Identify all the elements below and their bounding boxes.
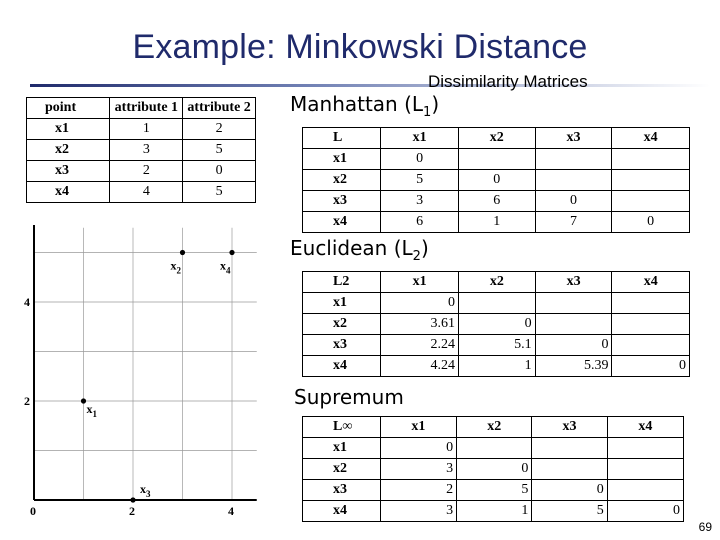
- table-cell: 0: [183, 161, 256, 182]
- matrix-cell: [607, 459, 683, 480]
- matrix-row: [303, 293, 690, 314]
- data-point-label: $x_4$: [220, 258, 231, 276]
- matrix-row: [303, 356, 690, 377]
- data-point: [130, 497, 135, 502]
- matrix-column-header: x4: [612, 272, 690, 293]
- matrix-cell: [535, 170, 612, 191]
- matrix-cell: 0: [381, 149, 459, 170]
- matrix-cell: [457, 438, 532, 459]
- manhattan-heading-text: Manhattan (L: [290, 92, 424, 116]
- supremum-heading: Supremum: [294, 385, 404, 409]
- table-cell: x2: [27, 140, 110, 161]
- matrix-cell: [535, 314, 612, 335]
- matrix-cell: [459, 293, 536, 314]
- matrix-cell: 3.61: [381, 314, 459, 335]
- x-tick-label: 4: [228, 504, 234, 518]
- matrix-cell: 1: [459, 356, 536, 377]
- table-cell: 1: [110, 119, 183, 140]
- matrix-row: [303, 459, 684, 480]
- matrix-row: [303, 501, 684, 522]
- matrix-row: [303, 480, 684, 501]
- matrix-column-header: x3: [535, 128, 612, 149]
- page-number: 69: [698, 520, 712, 534]
- table-cell: x1: [27, 119, 110, 140]
- matrix-cell: 0: [607, 501, 683, 522]
- matrix-cell: 0: [458, 170, 535, 191]
- matrix-cell: [458, 149, 535, 170]
- title-underline: [30, 84, 710, 87]
- matrix-row-label: x3: [303, 335, 381, 356]
- manhattan-matrix: [302, 127, 690, 233]
- matrix-cell: 0: [612, 212, 690, 233]
- matrix-cell: [612, 170, 690, 191]
- slide-subtitle: Dissimilarity Matrices: [428, 72, 588, 91]
- matrix-column-header: x4: [612, 128, 690, 149]
- table-cell: 2: [183, 119, 256, 140]
- matrix-header-row: [303, 272, 690, 293]
- table-row: [27, 140, 256, 161]
- plot-tick-labels: [24, 295, 234, 518]
- matrix-cell: [535, 293, 612, 314]
- euclidean-heading: [290, 236, 429, 264]
- matrix-cell: 1: [458, 212, 535, 233]
- matrix-column-header: x2: [457, 417, 532, 438]
- matrix-cell: 5.39: [535, 356, 612, 377]
- table-cell: x4: [27, 182, 110, 203]
- matrix-row-label: x3: [303, 480, 381, 501]
- data-point-label: $x_1$: [86, 402, 97, 419]
- matrix-cell: 4.24: [381, 356, 459, 377]
- matrix-row-label: x4: [303, 212, 381, 233]
- matrix-cell: 5: [532, 501, 607, 522]
- data-point-label: $x_2$: [170, 258, 181, 276]
- matrix-row-label: x3: [303, 191, 381, 212]
- manhattan-heading-close: ): [431, 92, 440, 116]
- table-cell: 2: [110, 161, 183, 182]
- matrix-cell: [532, 438, 607, 459]
- table-header-cell: attribute 1: [110, 98, 183, 119]
- points-table: [26, 97, 256, 203]
- table-cell: 5: [183, 182, 256, 203]
- matrix-cell: 0: [532, 480, 607, 501]
- data-point: [180, 250, 185, 255]
- table-row: [27, 182, 256, 203]
- data-point: [81, 398, 86, 403]
- matrix-cell: 2.24: [381, 335, 459, 356]
- matrix-cell: 0: [612, 356, 690, 377]
- data-point-label: $x_3$: [140, 482, 151, 499]
- manhattan-heading-sub: 1: [423, 105, 432, 120]
- matrix-row-label: x2: [303, 459, 381, 480]
- table-cell: 4: [110, 182, 183, 203]
- y-tick-label: 2: [24, 394, 30, 408]
- matrix-cell: 5.1: [459, 335, 536, 356]
- matrix-cell: 7: [535, 212, 612, 233]
- matrix-cell: 3: [380, 501, 456, 522]
- table-row: [27, 119, 256, 140]
- matrix-cell: 5: [381, 170, 459, 191]
- matrix-cell: [607, 438, 683, 459]
- matrix-header-row: [303, 417, 684, 438]
- plot-points: [81, 250, 235, 503]
- matrix-cell: [612, 335, 690, 356]
- y-tick-label: 4: [24, 295, 30, 309]
- supremum-matrix: [302, 416, 684, 522]
- matrix-cell: 2: [380, 480, 456, 501]
- matrix-row-label: x2: [303, 170, 381, 191]
- matrix-cell: 0: [381, 293, 459, 314]
- matrix-cell: 3: [380, 459, 456, 480]
- matrix-column-header: x1: [381, 128, 459, 149]
- table-row: [27, 161, 256, 182]
- matrix-cell: 6: [381, 212, 459, 233]
- euclidean-matrix: [302, 271, 690, 377]
- matrix-row: [303, 335, 690, 356]
- scatter-plot: [0, 225, 290, 525]
- table-cell: 3: [110, 140, 183, 161]
- matrix-cell: 0: [535, 335, 612, 356]
- x-tick-label: 0: [30, 504, 36, 518]
- matrix-cell: 0: [535, 191, 612, 212]
- table-cell: x3: [27, 161, 110, 182]
- matrix-cell: [612, 314, 690, 335]
- table-header-cell: attribute 2: [183, 98, 256, 119]
- table-cell: 5: [183, 140, 256, 161]
- matrix-column-header: x4: [607, 417, 683, 438]
- matrix-row-label: x4: [303, 501, 381, 522]
- x-tick-label: 2: [129, 504, 135, 518]
- matrix-cell: 0: [380, 438, 456, 459]
- data-point: [229, 250, 234, 255]
- matrix-row: [303, 149, 690, 170]
- matrix-cell: [532, 459, 607, 480]
- matrix-corner-cell: L∞: [303, 417, 381, 438]
- matrix-cell: 0: [459, 314, 536, 335]
- table-header-cell: point: [27, 98, 110, 119]
- matrix-row-label: x4: [303, 356, 381, 377]
- matrix-cell: 5: [457, 480, 532, 501]
- matrix-corner-cell: L2: [303, 272, 381, 293]
- matrix-row: [303, 212, 690, 233]
- matrix-header-row: [303, 128, 690, 149]
- matrix-row-label: x1: [303, 149, 381, 170]
- matrix-column-header: x2: [459, 272, 536, 293]
- matrix-column-header: x2: [458, 128, 535, 149]
- matrix-cell: 1: [457, 501, 532, 522]
- matrix-cell: [612, 293, 690, 314]
- matrix-row-label: x1: [303, 293, 381, 314]
- table-header-row: [27, 98, 256, 119]
- matrix-row-label: x2: [303, 314, 381, 335]
- matrix-cell: [535, 149, 612, 170]
- matrix-column-header: x3: [535, 272, 612, 293]
- slide-title: Example: Minkowski Distance: [132, 28, 588, 66]
- euclidean-heading-text: Euclidean (L: [290, 236, 413, 260]
- matrix-cell: [612, 191, 690, 212]
- matrix-cell: 6: [458, 191, 535, 212]
- euclidean-heading-sub: 2: [412, 249, 421, 264]
- matrix-row-label: x1: [303, 438, 381, 459]
- matrix-cell: 3: [381, 191, 459, 212]
- matrix-column-header: x1: [381, 272, 459, 293]
- matrix-cell: 0: [457, 459, 532, 480]
- euclidean-heading-close: ): [420, 236, 429, 260]
- matrix-row: [303, 314, 690, 335]
- matrix-corner-cell: L: [303, 128, 381, 149]
- matrix-cell: [607, 480, 683, 501]
- matrix-column-header: x3: [532, 417, 607, 438]
- matrix-cell: [612, 149, 690, 170]
- manhattan-heading: [290, 92, 439, 120]
- matrix-row: [303, 191, 690, 212]
- matrix-row: [303, 438, 684, 459]
- matrix-column-header: x1: [380, 417, 456, 438]
- matrix-row: [303, 170, 690, 191]
